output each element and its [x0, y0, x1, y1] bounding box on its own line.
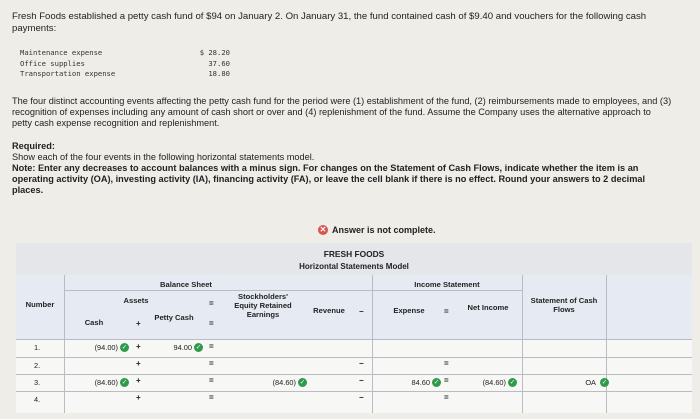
- answer-status-text: Answer is not complete.: [332, 225, 436, 235]
- equity-header: Stockholders' Equity Retained Earnings: [234, 292, 292, 319]
- correct-check-icon: ✓: [121, 379, 128, 386]
- table-header: [16, 243, 692, 275]
- net-income-header: Net Income: [467, 303, 509, 312]
- number-header: Number: [25, 300, 55, 309]
- correct-check-icon: ✓: [121, 344, 128, 351]
- row-number: 2.: [34, 361, 41, 370]
- net-income-cell[interactable]: (84.60): [482, 378, 506, 387]
- balance-sheet-header: Balance Sheet: [160, 280, 212, 289]
- required-note: Note: Enter any decreases to account balances with a minus sign. For changes on the Statement of Cash Flows, indicate whether the item is an operating activity (OA), investing activity (IA), financing activity (FA), or leave the cell blank if there is no effect. Round your answers to 2 decimal places.: [12, 163, 646, 195]
- correct-check-icon: ✓: [299, 379, 306, 386]
- company-name: FRESH FOODS: [323, 249, 385, 259]
- required-heading: Required:: [12, 141, 55, 151]
- revenue-header: Revenue: [313, 306, 345, 315]
- cash-cell[interactable]: (84.60): [94, 378, 118, 387]
- cash-flows-header: Statement of Cash Flows: [530, 296, 598, 314]
- row-number: 3.: [34, 378, 41, 387]
- payment-row: Maintenance expense $ 28.20: [20, 48, 230, 57]
- income-statement-header: Income Statement: [414, 280, 480, 289]
- petty-cash-header: Petty Cash: [154, 313, 194, 322]
- intro-text: Fresh Foods established a petty cash fund of $94 on January 2. On January 31, the fund contained cash of $9.40 and vouchers for the following cash payments:: [12, 11, 647, 34]
- equity-cell[interactable]: (84.60): [272, 378, 296, 387]
- correct-check-icon: ✓: [509, 379, 516, 386]
- correct-check-icon: ✓: [433, 379, 440, 386]
- cash-header: Cash: [84, 318, 104, 327]
- error-x-icon: ✕: [319, 225, 327, 234]
- events-paragraph: The four distinct accounting events affecting the petty cash fund for the period were (1) establishment of the fund, (2) reimbursements made to employees, and (3) recognition of expenses including any amount of cash short or over and (4) replenishment of the fund. Assume the Company uses the alternative approach to petty cash expense recognition and replenishment.: [12, 96, 672, 128]
- required-section: [12, 141, 672, 196]
- required-instruction: Show each of the four events in the following horizontal statements model.: [12, 152, 315, 162]
- payments-list: [20, 48, 230, 80]
- cash-flow-cell[interactable]: OA: [585, 378, 596, 387]
- answer-status: [318, 225, 436, 235]
- row-number: 1.: [34, 343, 41, 352]
- petty-cash-cell[interactable]: 94.00: [173, 343, 192, 352]
- expense-cell[interactable]: 84.60: [411, 378, 430, 387]
- row-number: 4.: [34, 395, 41, 404]
- payment-row: Office supplies 37.60: [20, 58, 230, 68]
- assets-header: Assets: [123, 296, 149, 305]
- statements-table: FRESH FOODS Horizontal Statements Model Balance Sheet Income Statement Number Assets Cash Petty Cash Stockholders' Equity Retained Earnings Revenue Expense Net Income Statement of Cash Flows + = = − = 1. (94.00) ✓ + 94.00 ✓ = 2. + = − = 3. (84.60) ✓ + = (84.60) ✓ − 84.60 ✓ = (84.60) ✓ OA ✓ 4. + = − =: [16, 243, 692, 413]
- correct-check-icon: ✓: [601, 379, 608, 386]
- cash-cell[interactable]: (94.00): [94, 343, 118, 352]
- payment-row: Transportation expense 18.80: [20, 69, 230, 78]
- correct-check-icon: ✓: [195, 344, 202, 351]
- table-subtitle: Horizontal Statements Model: [299, 262, 409, 271]
- expense-header: Expense: [393, 306, 425, 315]
